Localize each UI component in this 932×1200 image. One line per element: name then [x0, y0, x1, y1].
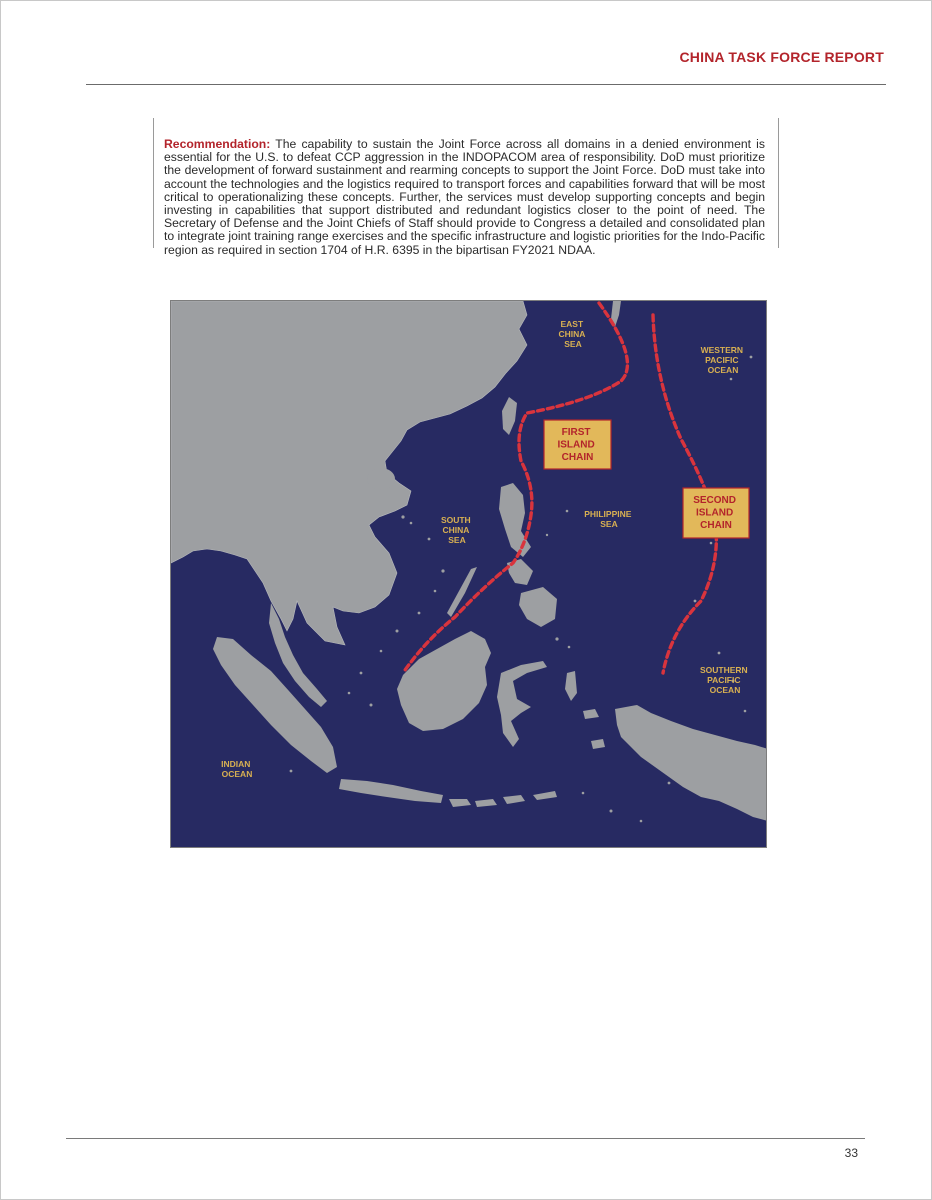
hainan-island	[367, 468, 395, 490]
southern-pacific-ocean-label: SOUTHERN PACIFIC OCEAN	[699, 665, 748, 695]
recommendation-body: The capability to sustain the Joint Force across all domains in a denied environment is essential for the U.S. to defeat CCP aggression in the INDOPACOM area of responsibility. DoD must prioritize the development of forward sustainment and rearming concepts to support the Joint Force. DoD must take into account the technologies and the logistics required to transport forces and capabilities forward that will be most critical to operationalizing these concepts. Further, the services must develop supporting concepts and begin investing in capabilities that support distributed and redundant logistics closer to the point of need. The Secretary of Defense and the Joint Chiefs of Staff should provide to Congress a detailed and consolidated plan to integrate joint training range exercises and the specific infrastructure and logistic priorities for the Indo-Pacific region as required in section 1704 of H.R. 6395 in the bipartisan FY2021 NDAA.	[164, 137, 765, 257]
east-china-sea-label: EAST CHINA SEA	[558, 319, 586, 349]
second-island-chain-box	[683, 488, 749, 538]
south-china-sea-label: SOUTH CHINA SEA	[440, 515, 471, 545]
recommendation-label: Recommendation:	[164, 137, 271, 151]
island-chains-map	[170, 300, 767, 848]
svg-text:FIRST ISLAND CHAIN: FIRST ISLAND CHAIN	[557, 427, 595, 463]
svg-text:SECOND ISLAND CHAI: SECOND ISLAND CHAIN	[693, 495, 737, 531]
recommendation-paragraph	[164, 138, 765, 257]
philippine-sea-label: PHILIPPINE SEA	[584, 509, 632, 529]
map-svg	[171, 301, 767, 848]
report-title: CHINA TASK FORCE REPORT	[679, 49, 884, 65]
recommendation-right-rule	[778, 118, 779, 248]
western-pacific-ocean-label: WESTERN PACIFIC OCEAN	[700, 345, 744, 375]
indian-ocean-label: INDIAN OCEAN	[221, 759, 253, 779]
recommendation-left-rule	[153, 118, 154, 248]
page-number: 33	[844, 1146, 858, 1160]
footer-divider	[66, 1138, 865, 1139]
first-island-chain-box	[544, 420, 611, 469]
header-divider	[86, 84, 886, 85]
